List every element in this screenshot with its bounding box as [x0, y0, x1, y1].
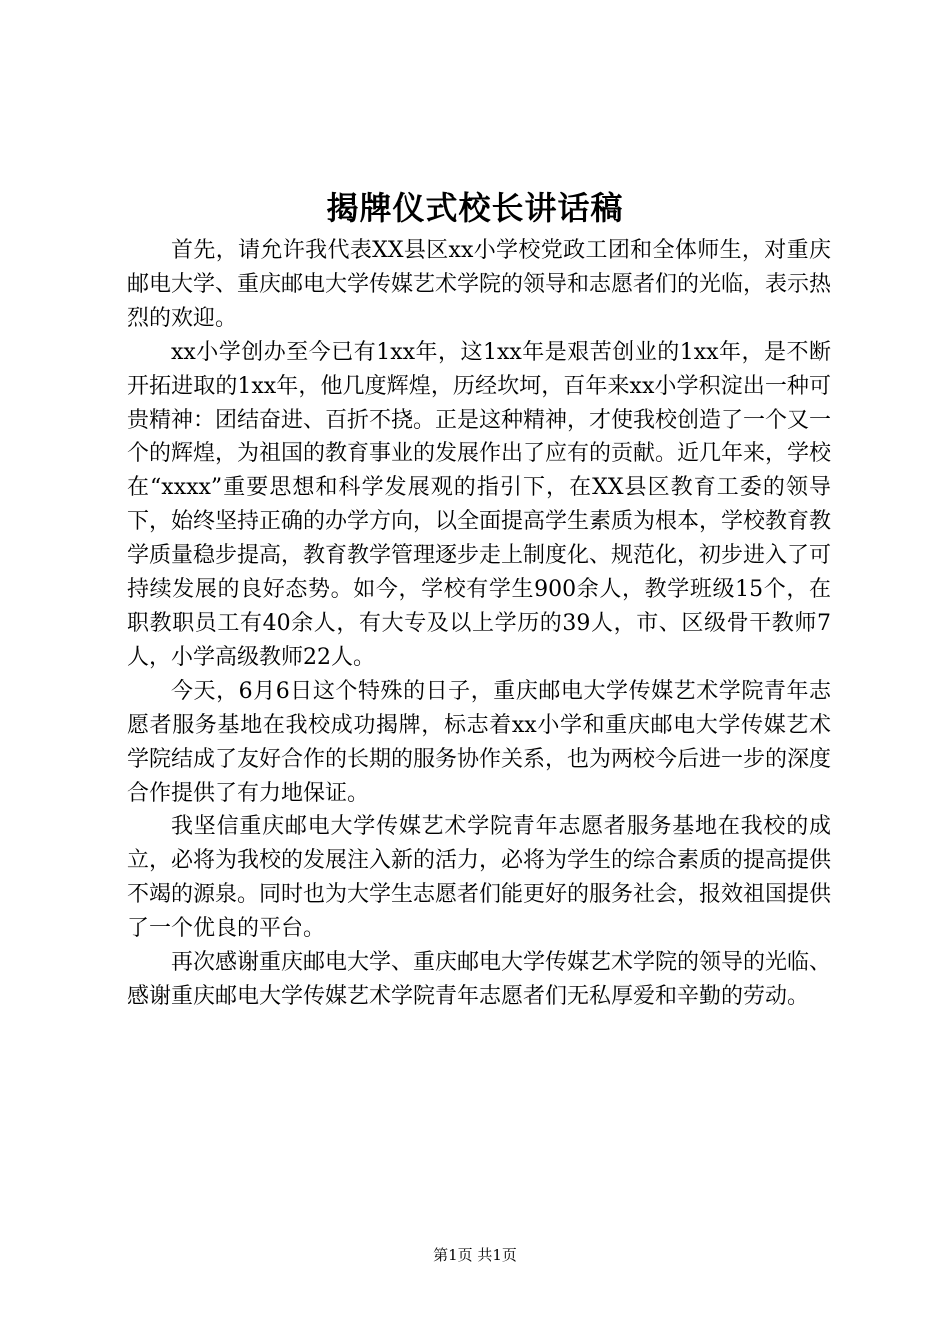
paragraph: xx小学创办至今已有1xx年，这1xx年是艰苦创业的1xx年，是不断开拓进取的1xx年，他几度辉煌，历经坎坷，百年来xx小学积淀出一种可贵精神：团结奋进、百折不挠。正是这种精神，才使我校创造了一个又一个的辉煌，为祖国的教育事业的发展作出了应有的贡献。近几年来，学校在“xxxx”重要思想和科学发展观的指引下，在XX县区教育工委的领导下，始终坚持正确的办学方向，以全面提高学生素质为根本，学校教育教学质量稳步提高，教育教学管理逐步走上制度化、规范化，初步进入了可持续发展的良好态势。如今，学校有学生900余人，教学班级15个，在职教职员工有40余人，有大专及以上学历的39人，市、区级骨干教师7人，小学高级教师22人。 [127, 339, 832, 670]
paragraph: 再次感谢重庆邮电大学、重庆邮电大学传媒艺术学院的领导的光临、感谢重庆邮电大学传媒艺术学院青年志愿者们无私厚爱和辛勤的劳动。 [127, 950, 832, 1009]
paragraph: 今天，6月6日这个特殊的日子，重庆邮电大学传媒艺术学院青年志愿者服务基地在我校成功揭牌，标志着xx小学和重庆邮电大学传媒艺术学院结成了友好合作的长期的服务协作关系，也为两校今后进一步的深度合作提供了有力地保证。 [127, 678, 832, 806]
paragraph: 首先，请允许我代表XX县区xx小学校党政工团和全体师生，对重庆邮电大学、重庆邮电大学传媒艺术学院的领导和志愿者们的光临，表示热烈的欢迎。 [127, 238, 832, 331]
document-title: 揭牌仪式校长讲话稿 [326, 189, 624, 227]
page-number-footer: 第1页 共1页 [433, 1246, 517, 1264]
paragraph: 我坚信重庆邮电大学传媒艺术学院青年志愿者服务基地在我校的成立，必将为我校的发展注入新的活力，必将为学生的综合素质的提高提供不竭的源泉。同时也为大学生志愿者们能更好的服务社会，报效祖国提供了一个优良的平台。 [127, 814, 832, 942]
document-body [127, 234, 831, 1014]
